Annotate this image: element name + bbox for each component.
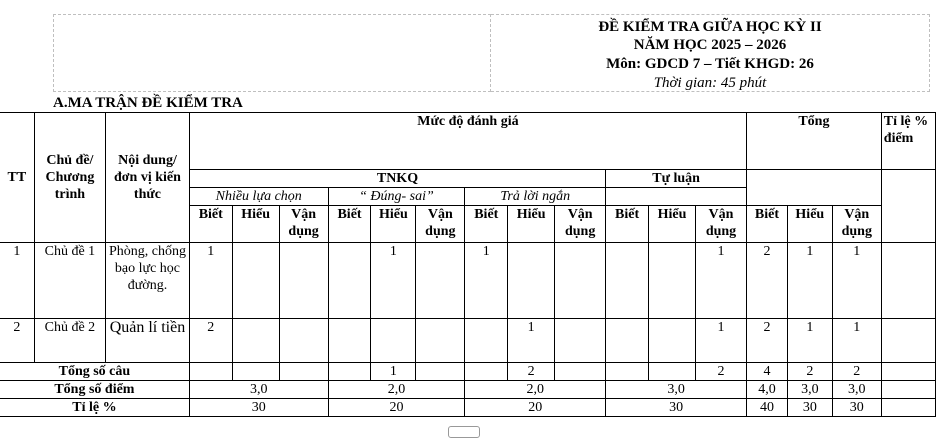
- cell: [416, 243, 465, 319]
- row-chu-de: Chủ đề 2: [34, 319, 105, 363]
- cell: [555, 319, 606, 363]
- cell: [606, 363, 649, 381]
- header-left-box: [53, 14, 491, 92]
- level-van-dung: Vận dụng: [695, 206, 746, 243]
- level-biet: Biết: [606, 206, 649, 243]
- cell: [555, 243, 606, 319]
- cell: [232, 243, 279, 319]
- cell: 2: [832, 363, 881, 381]
- cell: [465, 363, 508, 381]
- table-row: [0, 319, 936, 363]
- cell: 1: [787, 243, 832, 319]
- level-biet: Biết: [747, 206, 788, 243]
- cell: 1: [371, 243, 416, 319]
- level-hieu: Hiểu: [371, 206, 416, 243]
- tu-luan-blank: [606, 188, 747, 206]
- cell: 1: [371, 363, 416, 381]
- cell: 30: [189, 399, 328, 417]
- col-dung-sai: “ Đúng- sai”: [328, 188, 465, 206]
- cell: 30: [832, 399, 881, 417]
- col-tong: Tổng: [747, 113, 882, 170]
- cell: [881, 319, 935, 363]
- cell: [328, 243, 371, 319]
- cell: [232, 363, 279, 381]
- cell: [371, 319, 416, 363]
- exam-title: ĐỀ KIỂM TRA GIỮA HỌC KỲ II: [598, 19, 822, 35]
- total-questions-row: [0, 363, 936, 381]
- row-tt: 1: [0, 243, 34, 319]
- assessment-matrix-table: [0, 112, 936, 417]
- cell: [881, 381, 935, 399]
- cell: 2,0: [465, 381, 606, 399]
- page-nav-button[interactable]: [448, 426, 480, 438]
- tong-so-diem-label: Tổng số điểm: [0, 381, 189, 399]
- cell: 1: [189, 243, 232, 319]
- cell: 4: [747, 363, 788, 381]
- duration-line: Thời gian: 45 phút: [653, 75, 767, 91]
- cell: [649, 363, 696, 381]
- cell: [279, 319, 328, 363]
- header-row-1: [0, 113, 936, 170]
- cell: 20: [328, 399, 465, 417]
- cell: 2: [508, 363, 555, 381]
- cell: 1: [508, 319, 555, 363]
- cell: 1: [832, 319, 881, 363]
- level-hieu: Hiểu: [232, 206, 279, 243]
- cell: [328, 319, 371, 363]
- cell: [328, 363, 371, 381]
- cell: [232, 319, 279, 363]
- level-biet: Biết: [189, 206, 232, 243]
- cell: [881, 363, 935, 381]
- total-points-row: [0, 381, 936, 399]
- percent-row: [0, 399, 936, 417]
- exam-header: [491, 14, 930, 92]
- cell: 3,0: [832, 381, 881, 399]
- cell: 30: [787, 399, 832, 417]
- cell: 1: [465, 243, 508, 319]
- col-tt: TT: [0, 113, 34, 243]
- cell: [416, 319, 465, 363]
- cell: [606, 319, 649, 363]
- cell: 2: [189, 319, 232, 363]
- level-biet: Biết: [328, 206, 371, 243]
- cell: 2: [747, 243, 788, 319]
- tong-blank: [747, 170, 882, 206]
- level-hieu: Hiểu: [508, 206, 555, 243]
- col-noi-dung: Nội dung/đơn vị kiến thức: [106, 113, 190, 243]
- cell: [606, 243, 649, 319]
- cell: 2,0: [328, 381, 465, 399]
- cell: [508, 243, 555, 319]
- cell: 2: [747, 319, 788, 363]
- cell: 3,0: [189, 381, 328, 399]
- cell: [881, 243, 935, 319]
- level-biet: Biết: [465, 206, 508, 243]
- cell: [189, 363, 232, 381]
- section-title: A.MA TRẬN ĐỀ KIỂM TRA: [53, 95, 243, 111]
- col-ti-le: Tỉ lệ % điểm: [881, 113, 935, 170]
- school-year: NĂM HỌC 2025 – 2026: [633, 37, 787, 53]
- cell: 40: [747, 399, 788, 417]
- ti-le-label: Tỉ lệ %: [0, 399, 189, 417]
- cell: [555, 363, 606, 381]
- cell: 1: [695, 243, 746, 319]
- level-van-dung: Vận dụng: [416, 206, 465, 243]
- cell: [649, 243, 696, 319]
- col-chu-de: Chủ đề/ Chương trình: [34, 113, 105, 243]
- col-muc-do: Mức độ đánh giá: [189, 113, 746, 170]
- cell: 30: [606, 399, 747, 417]
- cell: [649, 319, 696, 363]
- tong-so-cau-label: Tổng số câu: [0, 363, 189, 381]
- cell: 4,0: [747, 381, 788, 399]
- cell: 2: [787, 363, 832, 381]
- row-chu-de: Chủ đề 1: [34, 243, 105, 319]
- cell: 20: [465, 399, 606, 417]
- cell: [279, 243, 328, 319]
- cell: 3,0: [606, 381, 747, 399]
- cell: [465, 319, 508, 363]
- cell: 3,0: [787, 381, 832, 399]
- col-tnkq: TNKQ: [189, 170, 605, 188]
- cell: [416, 363, 465, 381]
- ti-le-blank: [881, 170, 935, 243]
- col-tra-loi-ngan: Trả lời ngắn: [465, 188, 606, 206]
- table-row: [0, 243, 936, 319]
- level-van-dung: Vận dụng: [555, 206, 606, 243]
- cell: 2: [695, 363, 746, 381]
- level-hieu: Hiểu: [649, 206, 696, 243]
- level-hieu: Hiểu: [787, 206, 832, 243]
- col-nhieu-lua-chon: Nhiều lựa chọn: [189, 188, 328, 206]
- cell: [279, 363, 328, 381]
- cell: 1: [695, 319, 746, 363]
- col-tu-luan: Tự luận: [606, 170, 747, 188]
- cell: 1: [832, 243, 881, 319]
- level-van-dung: Vận dụng: [832, 206, 881, 243]
- row-noi-dung: Phòng, chống bạo lực học đường.: [106, 243, 190, 319]
- cell: 1: [787, 319, 832, 363]
- cell: [881, 399, 935, 417]
- level-van-dung: Vận dụng: [279, 206, 328, 243]
- subject-line: Môn: GDCD 7 – Tiết KHGD: 26: [606, 56, 814, 72]
- row-tt: 2: [0, 319, 34, 363]
- row-noi-dung: Quản lí tiền: [106, 319, 190, 363]
